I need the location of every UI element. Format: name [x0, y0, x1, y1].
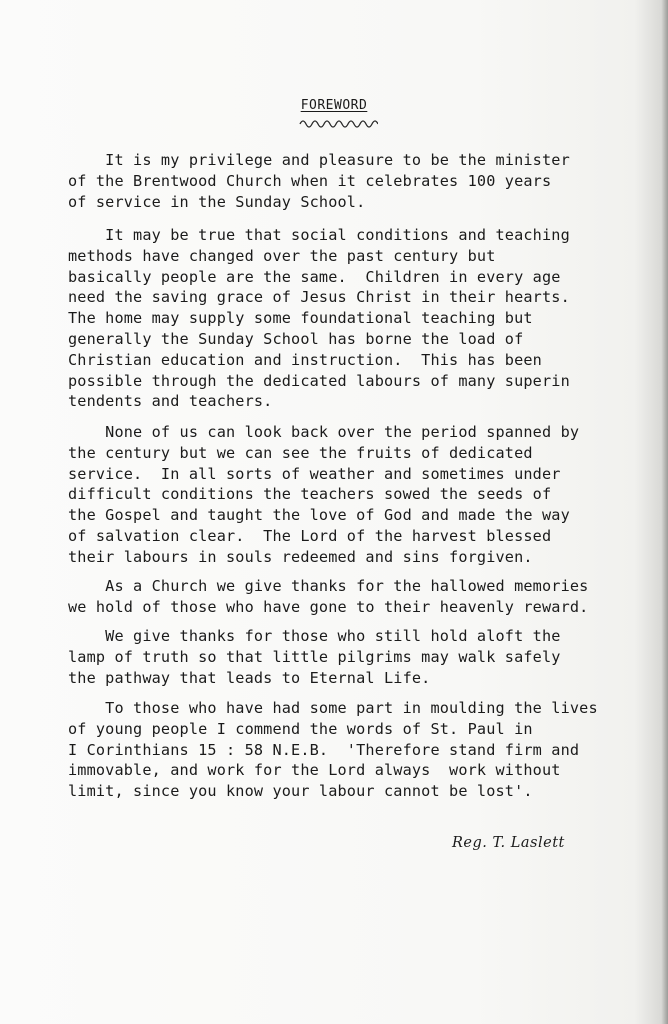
text-line: tendents and teachers. — [68, 392, 273, 411]
paragraph-thanks-memories — [68, 576, 588, 618]
text-line: the Gospel and taught the love of God and made the way — [68, 506, 570, 525]
text-line: As a Church we give thanks for the hallowed memories — [68, 577, 589, 595]
title-squiggle-ornament — [298, 117, 378, 131]
paragraph-thanks-teachers — [68, 626, 561, 688]
text-line: of young people I commend the words of St. Paul in — [68, 719, 533, 738]
paragraph-intro — [68, 150, 570, 212]
text-line: of the Brentwood Church when it celebrates 100 years — [68, 171, 552, 190]
text-line: service. In all sorts of weather and sometimes under — [68, 464, 561, 483]
paragraph-look-back — [68, 422, 579, 568]
text-line: generally the Sunday School has borne the load of — [68, 329, 524, 348]
text-line: None of us can look back over the period spanned by — [68, 423, 580, 441]
text-line: need the saving grace of Jesus Christ in their hearts. — [68, 288, 570, 307]
text-line: of service in the Sunday School. — [68, 192, 366, 211]
text-line: The home may supply some foundational teaching but — [68, 309, 533, 328]
text-line: I Corinthians 15 : 58 N.E.B. 'Therefore stand firm and — [68, 740, 580, 759]
text-line: methods have changed over the past century but — [68, 246, 496, 265]
text-line: To those who have had some part in moulding the lives — [68, 699, 598, 717]
text-line: immovable, and work for the Lord always work without — [68, 761, 561, 780]
text-line: their labours in souls redeemed and sins forgiven. — [68, 547, 533, 566]
text-line: It may be true that social conditions and teaching — [68, 226, 570, 244]
text-line: We give thanks for those who still hold aloft the — [68, 627, 561, 645]
text-line: basically people are the same. Children in every age — [68, 267, 561, 286]
text-line: the century but we can see the fruits of dedicated — [68, 443, 533, 462]
paragraph-social-conditions — [68, 225, 570, 412]
text-line: we hold of those who have gone to their heavenly reward. — [68, 597, 589, 616]
text-line: the pathway that leads to Eternal Life. — [68, 668, 431, 687]
page-title: FOREWORD — [300, 98, 368, 113]
text-line: Christian education and instruction. This has been — [68, 350, 542, 369]
paragraph-commendation — [68, 698, 598, 802]
text-line: limit, since you know your labour cannot be lost'. — [68, 782, 533, 801]
text-line: difficult conditions the teachers sowed the seeds of — [68, 485, 552, 504]
signature: Reg. T. Laslett — [452, 835, 565, 851]
text-line: It is my privilege and pleasure to be the minister — [68, 151, 570, 169]
text-line: of salvation clear. The Lord of the harvest blessed — [68, 526, 552, 545]
text-line: possible through the dedicated labours of many superin — [68, 371, 570, 390]
text-line: lamp of truth so that little pilgrims may walk safely — [68, 647, 561, 666]
